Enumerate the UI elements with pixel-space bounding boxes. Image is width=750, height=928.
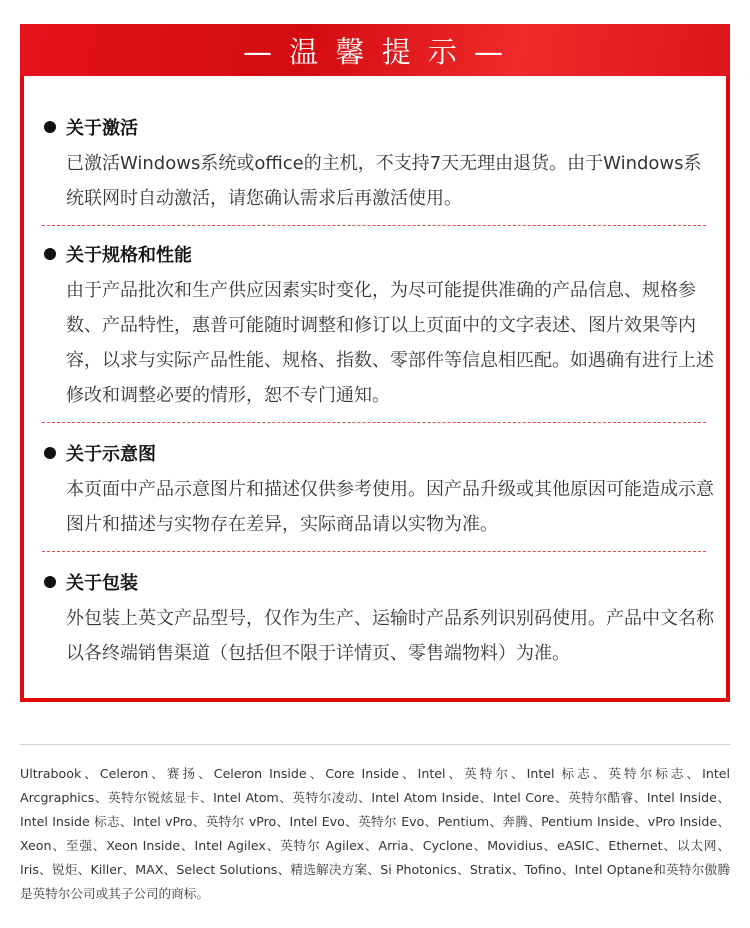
bullet-icon [44, 248, 56, 260]
section-body: 由于产品批次和生产供应因素实时变化，为尽可能提供准确的产品信息、规格参数、产品特性，惠普可能随时调整和修订以上页面中的文字表述、图片效果等内容，以求与实际产品性能、规格、指数、零部件等信息相匹配。如遇确有进行上述修改和调整必要的情形，恕不专门通知。 [66, 280, 714, 406]
dashed-divider [42, 551, 706, 552]
bullet-icon [44, 576, 56, 588]
dashed-divider [42, 225, 706, 226]
footer-divider [20, 744, 730, 745]
section-body: 本页面中产品示意图片和描述仅供参考使用。因产品升级或其他原因可能造成示意图片和描述与实物存在差异，实际商品请以实物为准。 [66, 479, 714, 535]
section-body: 已激活Windows系统或office的主机，不支持7天无理由退货。由于Windows系统联网时自动激活，请您确认需求后再激活使用。 [66, 153, 702, 209]
section-body: 外包装上英文产品型号，仅作为生产、运输时产品系列识别码使用。产品中文名称以各终端销售渠道（包括但不限于详情页、零售端物料）为准。 [66, 608, 714, 664]
section-illustration [44, 438, 714, 542]
bullet-icon [44, 121, 56, 133]
notice-title: — 温 馨 提 示 — [242, 34, 508, 69]
trademark-notice: Ultrabook、Celeron、赛扬、Celeron Inside、Core Inside、Intel、英特尔、Intel 标志、英特尔标志、Intel Arcgraphics、英特尔锐炫显卡、Intel Atom、英特尔凌动、Intel Atom Inside、Intel Core、英特尔酷睿、Intel Inside、Intel Inside 标志、Intel vPro、英特尔 vPro、Intel Evo、英特尔 Evo、Pentium、奔腾、Pentium Inside、vPro Inside、Xeon、至强、Xeon Inside、Intel Agilex、英特尔 Agilex、Arria、Cyclone、Movidius、eASIC、Ethernet、以太网、Iris、锐炬、Killer、MAX、Select Solutions、精选解决方案、Si Photonics、Stratix、Tofino、Intel Optane和英特尔傲腾是英特尔公司或其子公司的商标。 [20, 766, 730, 901]
bullet-icon [44, 447, 56, 459]
section-title: 关于示意图 [66, 444, 156, 465]
section-activation [44, 112, 714, 216]
section-title: 关于激活 [66, 118, 138, 139]
notice-header [20, 24, 730, 76]
section-title: 关于包装 [66, 573, 138, 594]
section-packaging [44, 567, 714, 671]
warm-notice-box [20, 24, 730, 702]
section-specs-performance [44, 239, 714, 413]
dashed-divider [42, 422, 706, 423]
section-title: 关于规格和性能 [66, 245, 192, 266]
